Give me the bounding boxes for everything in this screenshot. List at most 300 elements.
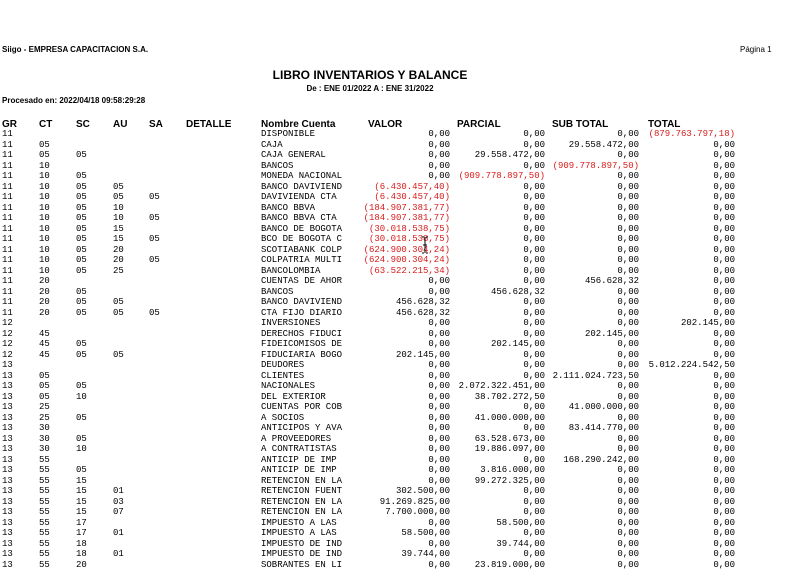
cell-gr: 13 bbox=[2, 486, 13, 496]
cell-au: 10 bbox=[113, 202, 124, 213]
cell-parcial: 202.145,00 bbox=[490, 339, 545, 349]
cell-parcial: 456.628,32 bbox=[490, 286, 545, 297]
cell-subtotal: (909.778.897,50) bbox=[552, 160, 639, 171]
cell-parcial: 3.816.000,00 bbox=[480, 465, 545, 475]
table-row bbox=[0, 266, 812, 277]
cell-gr: 11 bbox=[2, 286, 13, 297]
table-row bbox=[0, 455, 812, 466]
cell-sc: 10 bbox=[76, 444, 87, 454]
cell-parcial: 0,00 bbox=[523, 265, 545, 276]
cell-subtotal: 202.145,00 bbox=[584, 328, 639, 339]
cell-ct: 45 bbox=[39, 349, 50, 360]
cell-total: 0,00 bbox=[713, 223, 735, 234]
cell-subtotal: 0,00 bbox=[617, 381, 639, 391]
table-row bbox=[0, 392, 812, 403]
cell-gr: 13 bbox=[2, 444, 13, 454]
cell-gr: 13 bbox=[2, 465, 13, 475]
cell-subtotal: 0,00 bbox=[617, 528, 639, 538]
cell-gr: 13 bbox=[2, 496, 13, 507]
cell-parcial: 0,00 bbox=[523, 139, 545, 150]
cell-parcial: 0,00 bbox=[523, 349, 545, 360]
cell-gr: 12 bbox=[2, 349, 13, 360]
table-row bbox=[0, 371, 812, 382]
cell-parcial: 0,00 bbox=[523, 255, 545, 265]
cell-parcial: 0,00 bbox=[523, 486, 545, 496]
cell-sc: 17 bbox=[76, 517, 87, 528]
cell-sa: 05 bbox=[149, 307, 160, 318]
cell-gr: 13 bbox=[2, 423, 13, 433]
table-row bbox=[0, 549, 812, 560]
cell-valor: 0,00 bbox=[428, 444, 450, 454]
table-row bbox=[0, 329, 812, 340]
cell-valor: 0,00 bbox=[428, 517, 450, 528]
cell-subtotal: 0,00 bbox=[617, 391, 639, 402]
table-row bbox=[0, 182, 812, 193]
date-range: De : ENE 01/2022 A : ENE 31/2022 bbox=[306, 84, 434, 93]
cell-account-name: DISPONIBLE bbox=[261, 129, 316, 139]
cell-parcial: 0,00 bbox=[523, 496, 545, 507]
col-parcial: PARCIAL bbox=[457, 119, 501, 130]
cell-parcial: 0,00 bbox=[523, 454, 545, 465]
cell-ct: 55 bbox=[39, 454, 50, 465]
table-row bbox=[0, 192, 812, 203]
cell-subtotal: 0,00 bbox=[617, 538, 639, 549]
cell-total: 0,00 bbox=[713, 402, 735, 412]
cell-ct: 55 bbox=[39, 528, 50, 538]
table-row bbox=[0, 171, 812, 182]
cell-sc: 05 bbox=[76, 244, 87, 255]
cell-account-name: NACIONALES bbox=[261, 381, 316, 391]
col-au: AU bbox=[113, 119, 128, 130]
cell-valor: 0,00 bbox=[428, 328, 450, 339]
cell-gr: 13 bbox=[2, 507, 13, 517]
cell-gr: 13 bbox=[2, 454, 13, 465]
col-sc: SC bbox=[76, 119, 90, 130]
cell-parcial: 0,00 bbox=[523, 244, 545, 255]
cell-valor: 0,00 bbox=[428, 139, 450, 150]
cell-subtotal: 0,00 bbox=[617, 244, 639, 255]
cell-valor: 456.628,32 bbox=[395, 307, 450, 318]
cell-valor: 0,00 bbox=[428, 423, 450, 433]
cell-gr: 11 bbox=[2, 139, 13, 150]
cell-sc: 05 bbox=[76, 381, 87, 391]
cell-total: 0,00 bbox=[713, 286, 735, 297]
cell-account-name: BANCOLOMBIA bbox=[261, 265, 321, 276]
cell-parcial: 0,00 bbox=[523, 307, 545, 318]
cell-account-name: BANCO DAVIVIEND bbox=[261, 297, 343, 307]
cell-account-name: IMPUESTO A LAS bbox=[261, 528, 337, 538]
cell-ct: 10 bbox=[39, 171, 50, 181]
cell-subtotal: 0,00 bbox=[617, 559, 639, 570]
cell-account-name: A CONTRATISTAS bbox=[261, 444, 337, 454]
cell-ct: 45 bbox=[39, 328, 50, 339]
cell-parcial: 0,00 bbox=[523, 549, 545, 559]
cell-sc: 05 bbox=[76, 234, 87, 244]
cell-gr: 12 bbox=[2, 328, 13, 339]
cell-valor: 0,00 bbox=[428, 391, 450, 402]
cell-subtotal: 0,00 bbox=[617, 286, 639, 297]
cell-total: 0,00 bbox=[713, 339, 735, 349]
col-gr: GR bbox=[2, 119, 17, 130]
cell-total: 0,00 bbox=[713, 328, 735, 339]
cell-valor: (63.522.215,34) bbox=[368, 265, 450, 276]
cell-valor: 456.628,32 bbox=[395, 297, 450, 307]
cell-total: 0,00 bbox=[713, 507, 735, 517]
cell-account-name: INVERSIONES bbox=[261, 318, 321, 328]
cell-parcial: 0,00 bbox=[523, 402, 545, 412]
cell-valor: 0,00 bbox=[428, 538, 450, 549]
table-row bbox=[0, 486, 812, 497]
cell-au: 01 bbox=[113, 486, 124, 496]
table-row bbox=[0, 350, 812, 361]
cell-sc: 05 bbox=[76, 433, 87, 444]
cell-sc: 05 bbox=[76, 150, 87, 160]
cell-sa: 05 bbox=[149, 255, 160, 265]
cell-subtotal: 0,00 bbox=[617, 213, 639, 223]
cell-sc: 05 bbox=[76, 265, 87, 276]
cell-subtotal: 0,00 bbox=[617, 223, 639, 234]
cell-sc: 05 bbox=[76, 297, 87, 307]
cell-parcial: 29.558.472,00 bbox=[474, 150, 545, 160]
text-cursor-icon bbox=[421, 236, 429, 254]
cell-account-name: SCOTIABANK COLP bbox=[261, 244, 343, 255]
table-row bbox=[0, 339, 812, 350]
table-row bbox=[0, 413, 812, 424]
table-row bbox=[0, 423, 812, 434]
table-row bbox=[0, 381, 812, 392]
table-row bbox=[0, 318, 812, 329]
cell-total: 0,00 bbox=[713, 150, 735, 160]
cell-ct: 05 bbox=[39, 391, 50, 402]
cell-ct: 20 bbox=[39, 297, 50, 307]
cell-sc: 05 bbox=[76, 349, 87, 360]
cell-parcial: 0,00 bbox=[523, 202, 545, 213]
table-row bbox=[0, 276, 812, 287]
processed-timestamp: Procesado en: 2022/04/18 09:58:29:28 bbox=[2, 96, 146, 105]
cell-account-name: IMPUESTO A LAS bbox=[261, 517, 337, 528]
cell-account-name: RETENCION EN LA bbox=[261, 496, 343, 507]
cell-ct: 30 bbox=[39, 423, 50, 433]
cell-valor: 0,00 bbox=[428, 454, 450, 465]
cell-valor: 0,00 bbox=[428, 129, 450, 139]
cell-total: 0,00 bbox=[713, 297, 735, 307]
cell-parcial: 58.500,00 bbox=[496, 517, 545, 528]
cell-au: 15 bbox=[113, 223, 124, 234]
cell-valor: 0,00 bbox=[428, 339, 450, 349]
cell-parcial: 19.886.097,00 bbox=[474, 444, 545, 454]
cell-ct: 05 bbox=[39, 370, 50, 381]
cell-valor: 58.500,00 bbox=[401, 528, 450, 538]
cell-total: 0,00 bbox=[713, 444, 735, 454]
cell-parcial: 0,00 bbox=[523, 213, 545, 223]
cell-sc: 05 bbox=[76, 202, 87, 213]
cell-valor: (30.018.538,75) bbox=[368, 234, 450, 244]
cell-total: 202.145,00 bbox=[680, 318, 735, 328]
cell-account-name: BANCO BBVA bbox=[261, 202, 316, 213]
cell-subtotal: 0,00 bbox=[617, 360, 639, 370]
cell-subtotal: 29.558.472,00 bbox=[568, 139, 639, 150]
cell-account-name: BANCOS bbox=[261, 160, 294, 171]
cell-subtotal: 0,00 bbox=[617, 255, 639, 265]
cell-gr: 13 bbox=[2, 433, 13, 444]
page-number: Página 1 bbox=[740, 45, 772, 54]
col-sa: SA bbox=[149, 119, 163, 130]
cell-valor: 39.744,00 bbox=[401, 549, 450, 559]
cell-sc: 17 bbox=[76, 528, 87, 538]
cell-parcial: (909.778.897,50) bbox=[458, 171, 545, 181]
cell-valor: 0,00 bbox=[428, 412, 450, 423]
table-row bbox=[0, 402, 812, 413]
cell-total: 0,00 bbox=[713, 454, 735, 465]
cell-valor: (30.018.538,75) bbox=[368, 223, 450, 234]
cell-sa: 05 bbox=[149, 213, 160, 223]
cell-ct: 10 bbox=[39, 181, 50, 192]
cell-ct: 10 bbox=[39, 234, 50, 244]
cell-gr: 11 bbox=[2, 150, 13, 160]
cell-ct: 10 bbox=[39, 255, 50, 265]
cell-valor: 0,00 bbox=[428, 402, 450, 412]
cell-total: 0,00 bbox=[713, 139, 735, 150]
cell-au: 01 bbox=[113, 528, 124, 538]
cell-parcial: 0,00 bbox=[523, 328, 545, 339]
cell-valor: 0,00 bbox=[428, 171, 450, 181]
cell-total: 0,00 bbox=[713, 538, 735, 549]
cell-account-name: A SOCIOS bbox=[261, 412, 305, 423]
cell-sc: 15 bbox=[76, 486, 87, 496]
cell-parcial: 0,00 bbox=[523, 297, 545, 307]
cell-gr: 11 bbox=[2, 234, 13, 244]
cell-sc: 05 bbox=[76, 465, 87, 475]
cell-account-name: CTA FIJO DIARIO bbox=[261, 307, 343, 318]
cell-sc: 05 bbox=[76, 223, 87, 234]
cell-account-name: A PROVEEDORES bbox=[261, 433, 332, 444]
cell-parcial: 0,00 bbox=[523, 223, 545, 234]
cell-parcial: 63.528.673,00 bbox=[474, 433, 545, 444]
cell-gr: 13 bbox=[2, 475, 13, 486]
table-row bbox=[0, 297, 812, 308]
cell-total: 0,00 bbox=[713, 549, 735, 559]
cell-subtotal: 0,00 bbox=[617, 150, 639, 160]
cell-valor: 0,00 bbox=[428, 559, 450, 570]
cell-account-name: DAVIVIENDA CTA bbox=[261, 192, 337, 202]
cell-subtotal: 0,00 bbox=[617, 465, 639, 475]
cell-parcial: 0,00 bbox=[523, 528, 545, 538]
cell-total: 0,00 bbox=[713, 412, 735, 423]
cell-gr: 13 bbox=[2, 549, 13, 559]
col-nombre-cuenta: Nombre Cuenta bbox=[261, 119, 336, 130]
cell-au: 15 bbox=[113, 234, 124, 244]
col-total: TOTAL bbox=[648, 119, 681, 130]
cell-subtotal: 83.414.770,00 bbox=[568, 423, 639, 433]
table-row bbox=[0, 518, 812, 529]
cell-subtotal: 0,00 bbox=[617, 433, 639, 444]
cell-ct: 55 bbox=[39, 549, 50, 559]
cell-account-name: CUENTAS DE AHOR bbox=[261, 276, 343, 286]
cell-gr: 13 bbox=[2, 391, 13, 402]
cell-gr: 13 bbox=[2, 402, 13, 412]
cell-sc: 10 bbox=[76, 391, 87, 402]
cell-account-name: FIDEICOMISOS DE bbox=[261, 339, 343, 349]
table-row bbox=[0, 539, 812, 550]
cell-sc: 05 bbox=[76, 171, 87, 181]
table-row bbox=[0, 245, 812, 256]
cell-account-name: ANTICIP DE IMP bbox=[261, 454, 337, 465]
cell-ct: 10 bbox=[39, 202, 50, 213]
cell-total: 0,00 bbox=[713, 234, 735, 244]
cell-gr: 11 bbox=[2, 202, 13, 213]
cell-parcial: 23.819.000,00 bbox=[474, 559, 545, 570]
cell-valor: (6.430.457,40) bbox=[374, 192, 450, 202]
cell-gr: 11 bbox=[2, 160, 13, 171]
cell-gr: 13 bbox=[2, 370, 13, 381]
cell-total: 0,00 bbox=[713, 496, 735, 507]
table-row bbox=[0, 434, 812, 445]
cell-subtotal: 0,00 bbox=[617, 129, 639, 139]
cell-ct: 30 bbox=[39, 444, 50, 454]
cell-total: 0,00 bbox=[713, 559, 735, 570]
cell-total: 5.012.224.542,50 bbox=[648, 360, 735, 370]
cell-valor: 7.700.000,00 bbox=[385, 507, 450, 517]
cell-sc: 05 bbox=[76, 181, 87, 192]
cell-account-name: SOBRANTES EN LI bbox=[261, 559, 343, 570]
table-row bbox=[0, 213, 812, 224]
cell-sc: 05 bbox=[76, 307, 87, 318]
cell-sc: 15 bbox=[76, 475, 87, 486]
table-row bbox=[0, 560, 812, 571]
cell-subtotal: 0,00 bbox=[617, 339, 639, 349]
cell-total: 0,00 bbox=[713, 255, 735, 265]
cell-subtotal: 168.290.242,00 bbox=[563, 454, 639, 465]
cell-total: 0,00 bbox=[713, 192, 735, 202]
cell-sc: 05 bbox=[76, 412, 87, 423]
cell-au: 20 bbox=[113, 255, 124, 265]
cell-account-name: DERECHOS FIDUCI bbox=[261, 328, 343, 339]
cell-ct: 20 bbox=[39, 276, 50, 286]
cell-ct: 10 bbox=[39, 223, 50, 234]
cell-parcial: 38.702.272,50 bbox=[474, 391, 545, 402]
cell-parcial: 0,00 bbox=[523, 234, 545, 244]
cell-valor: 302.500,00 bbox=[395, 486, 450, 496]
cell-parcial: 0,00 bbox=[523, 507, 545, 517]
cell-parcial: 99.272.325,00 bbox=[474, 475, 545, 486]
cell-valor: (184.907.381,77) bbox=[363, 202, 450, 213]
cell-subtotal: 0,00 bbox=[617, 496, 639, 507]
cell-total: 0,00 bbox=[713, 307, 735, 318]
cell-ct: 20 bbox=[39, 307, 50, 318]
cell-valor: 202.145,00 bbox=[395, 349, 450, 360]
table-row bbox=[0, 234, 812, 245]
cell-sa: 05 bbox=[149, 234, 160, 244]
cell-ct: 55 bbox=[39, 465, 50, 475]
cell-total: 0,00 bbox=[713, 171, 735, 181]
cell-ct: 10 bbox=[39, 192, 50, 202]
cell-gr: 11 bbox=[2, 276, 13, 286]
cell-sc: 05 bbox=[76, 213, 87, 223]
cell-ct: 55 bbox=[39, 496, 50, 507]
cell-au: 05 bbox=[113, 297, 124, 307]
table-row bbox=[0, 465, 812, 476]
cell-subtotal: 0,00 bbox=[617, 318, 639, 328]
cell-gr: 11 bbox=[2, 307, 13, 318]
cell-ct: 55 bbox=[39, 475, 50, 486]
cell-subtotal: 0,00 bbox=[617, 307, 639, 318]
cell-gr: 11 bbox=[2, 181, 13, 192]
cell-gr: 11 bbox=[2, 265, 13, 276]
cell-total: 0,00 bbox=[713, 370, 735, 381]
cell-ct: 05 bbox=[39, 150, 50, 160]
cell-sa: 05 bbox=[149, 192, 160, 202]
cell-subtotal: 0,00 bbox=[617, 549, 639, 559]
cell-gr: 11 bbox=[2, 223, 13, 234]
cell-parcial: 0,00 bbox=[523, 370, 545, 381]
cell-valor: (624.900.304,24) bbox=[363, 244, 450, 255]
cell-sc: 05 bbox=[76, 255, 87, 265]
cell-total: 0,00 bbox=[713, 528, 735, 538]
cell-parcial: 0,00 bbox=[523, 129, 545, 139]
cell-valor: 0,00 bbox=[428, 318, 450, 328]
cell-account-name: MONEDA NACIONAL bbox=[261, 171, 343, 181]
cell-account-name: BANCOS bbox=[261, 286, 294, 297]
cell-ct: 10 bbox=[39, 160, 50, 171]
cell-ct: 05 bbox=[39, 381, 50, 391]
cell-ct: 05 bbox=[39, 139, 50, 150]
cell-ct: 25 bbox=[39, 412, 50, 423]
cell-account-name: RETENCION FUENT bbox=[261, 486, 343, 496]
cell-sc: 20 bbox=[76, 559, 87, 570]
table-row bbox=[0, 224, 812, 235]
cell-parcial: 0,00 bbox=[523, 160, 545, 171]
cell-parcial: 0,00 bbox=[523, 276, 545, 286]
cell-valor: (624.900.304,24) bbox=[363, 255, 450, 265]
cell-account-name: CLIENTES bbox=[261, 370, 305, 381]
cell-parcial: 41.000.000,00 bbox=[474, 412, 545, 423]
cell-ct: 10 bbox=[39, 213, 50, 223]
cell-gr: 12 bbox=[2, 318, 13, 328]
cell-account-name: IMPUESTO DE IND bbox=[261, 549, 343, 559]
table-row bbox=[0, 360, 812, 371]
cell-valor: 0,00 bbox=[428, 433, 450, 444]
cell-account-name: FIDUCIARIA BOGO bbox=[261, 349, 343, 360]
cell-total: 0,00 bbox=[713, 265, 735, 276]
table-row bbox=[0, 161, 812, 172]
cell-sc: 05 bbox=[76, 339, 87, 349]
cell-ct: 30 bbox=[39, 433, 50, 444]
cell-subtotal: 456.628,32 bbox=[584, 276, 639, 286]
cell-account-name: BANCO DAVIVIEND bbox=[261, 181, 343, 192]
report-title: LIBRO INVENTARIOS Y BALANCE bbox=[272, 68, 468, 82]
cell-valor: 0,00 bbox=[428, 160, 450, 171]
cell-subtotal: 0,00 bbox=[617, 181, 639, 192]
col-detalle: DETALLE bbox=[186, 119, 232, 130]
cell-au: 20 bbox=[113, 244, 124, 255]
cell-au: 05 bbox=[113, 181, 124, 192]
table-row bbox=[0, 287, 812, 298]
table-row bbox=[0, 308, 812, 319]
table-row bbox=[0, 476, 812, 487]
cell-gr: 13 bbox=[2, 559, 13, 570]
cell-total: 0,00 bbox=[713, 160, 735, 171]
cell-total: 0,00 bbox=[713, 391, 735, 402]
cell-valor: 0,00 bbox=[428, 381, 450, 391]
cell-total: 0,00 bbox=[713, 349, 735, 360]
cell-valor: 0,00 bbox=[428, 276, 450, 286]
cell-account-name: RETENCION EN LA bbox=[261, 475, 343, 486]
cell-account-name: ANTICIPOS Y AVA bbox=[261, 423, 343, 433]
cell-account-name: ANTICIP DE IMP bbox=[261, 465, 337, 475]
cell-subtotal: 0,00 bbox=[617, 171, 639, 181]
col-ct: CT bbox=[39, 119, 53, 130]
cell-account-name: CAJA bbox=[261, 139, 283, 150]
